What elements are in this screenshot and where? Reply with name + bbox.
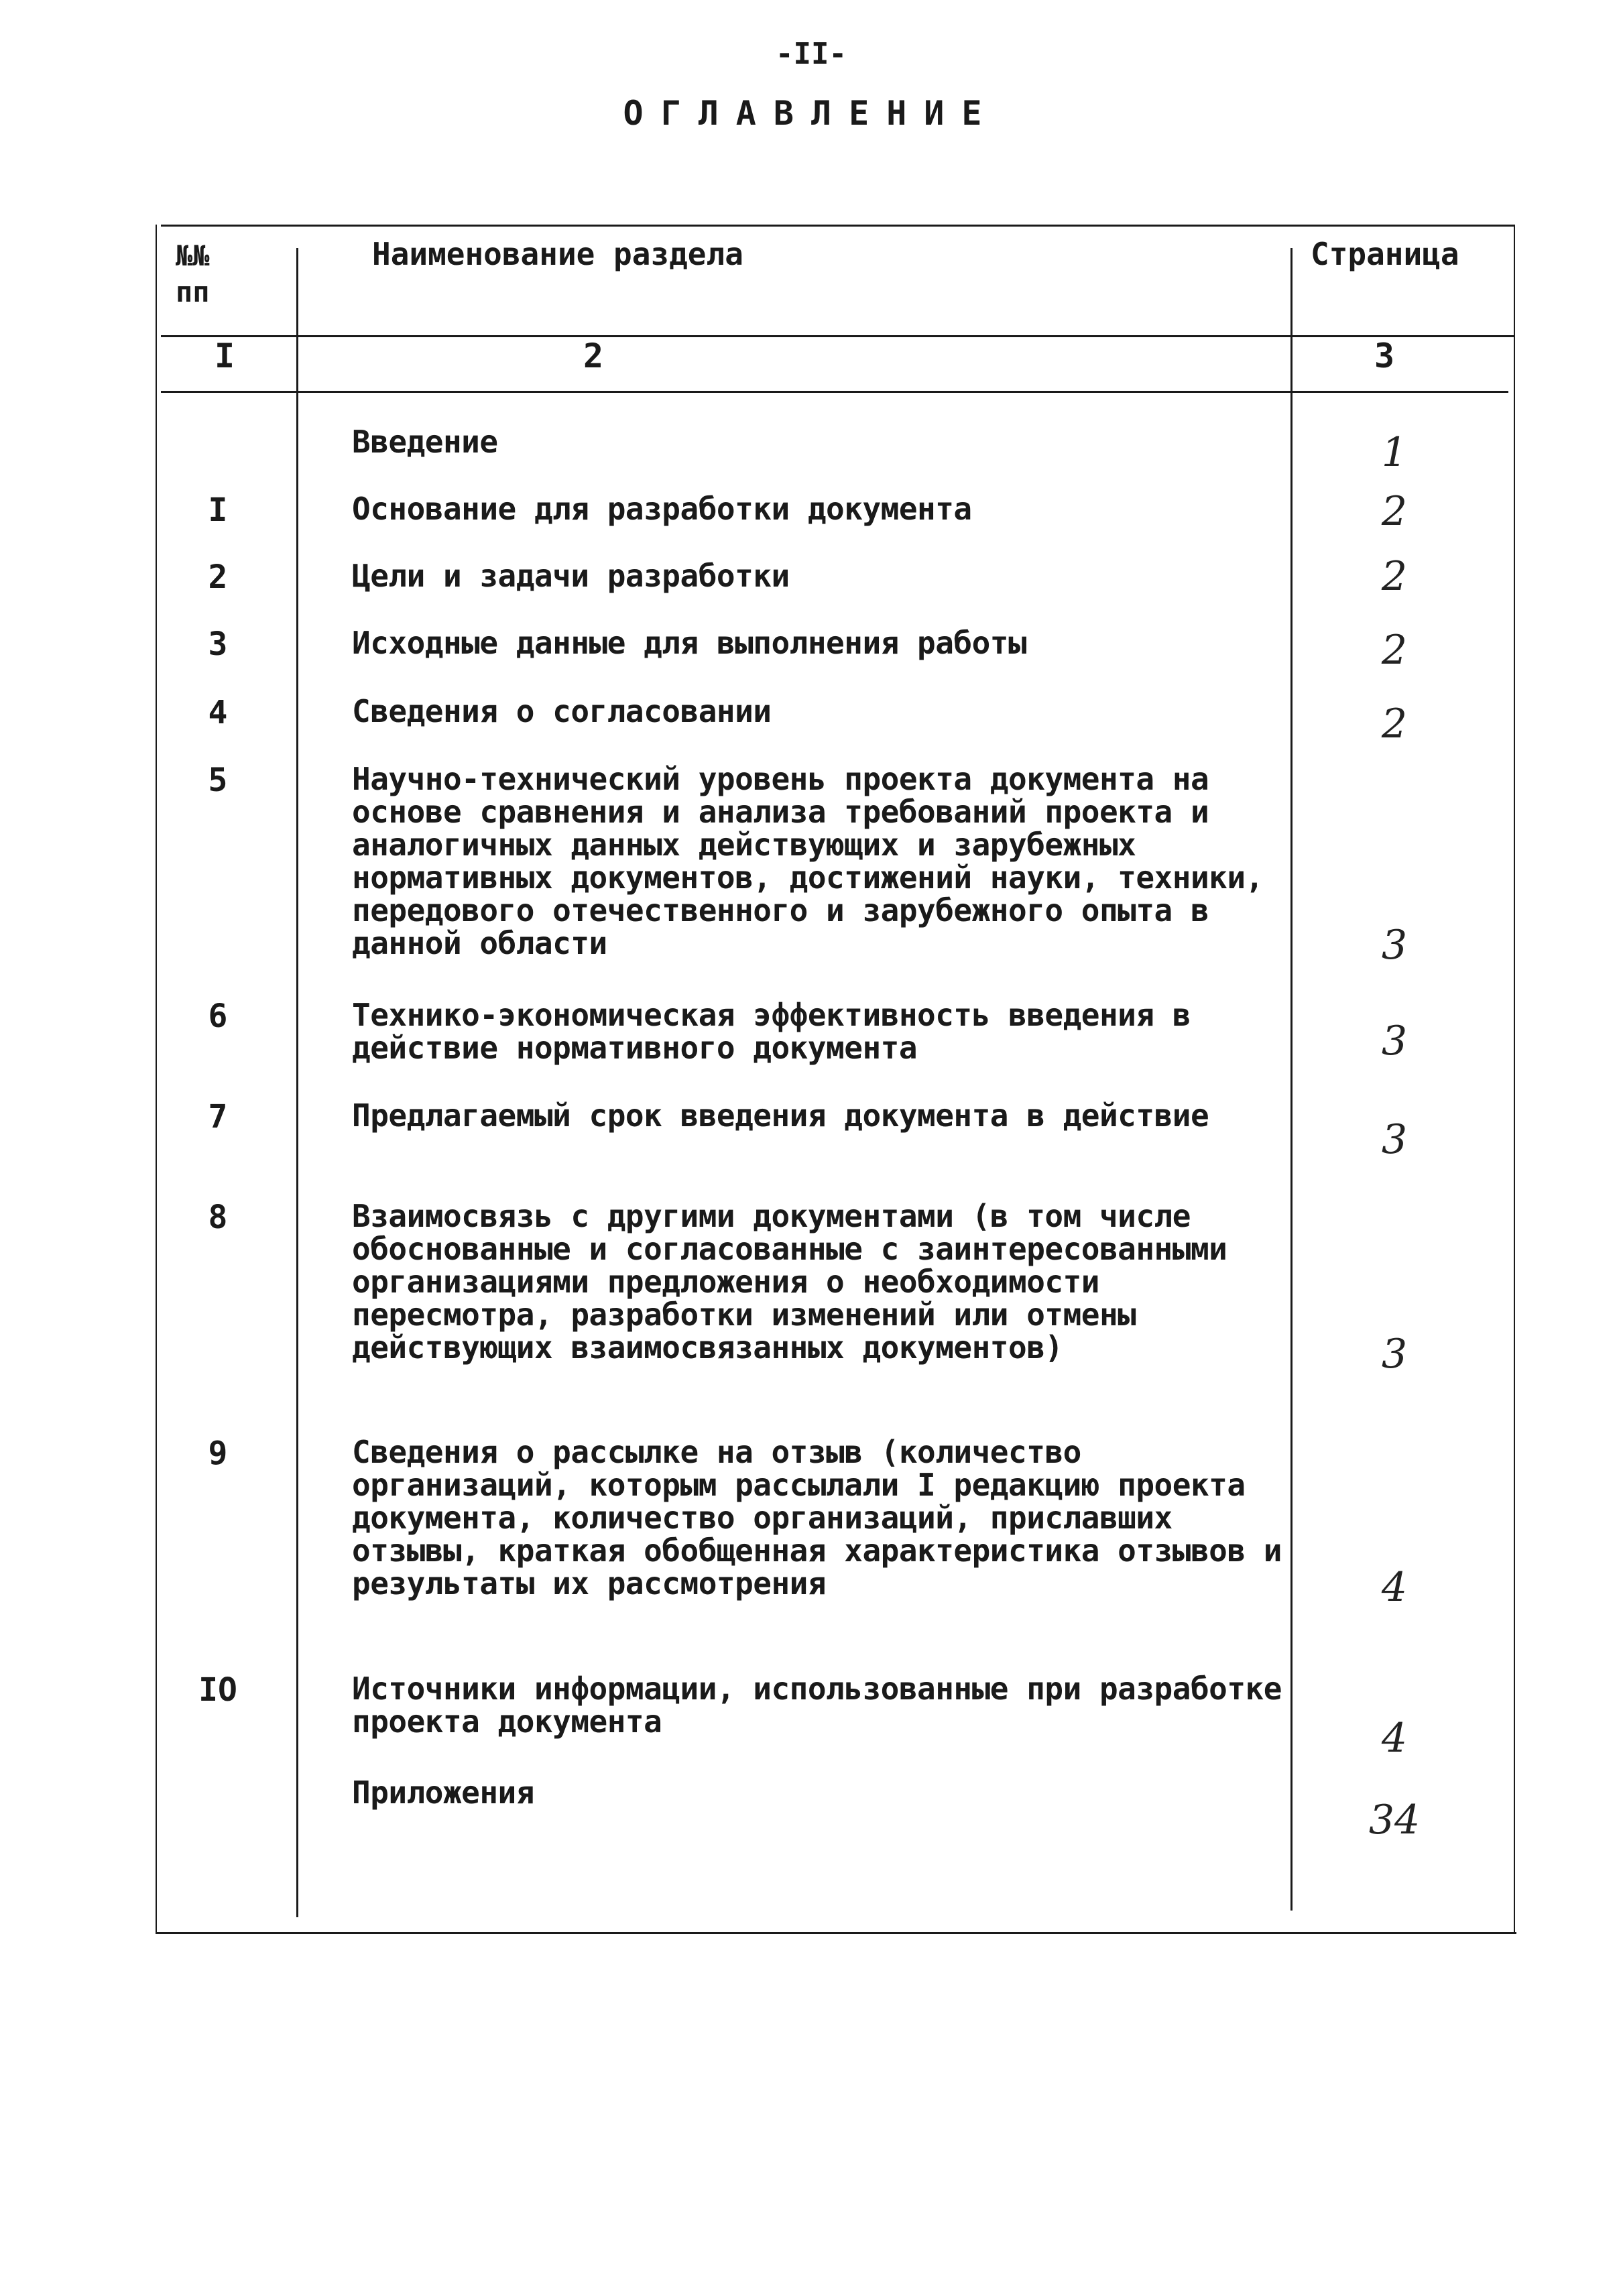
column-divider-1 <box>296 248 298 1917</box>
column-numbers-bottom-border <box>161 391 1508 393</box>
row-title: Источники информации, использованные при разработке проекта документа <box>352 1671 1282 1740</box>
column-number-1: I <box>214 337 235 375</box>
header-number: №№ пп <box>176 239 210 308</box>
row-number: IO <box>198 1671 237 1709</box>
row-page: 4 <box>1381 1715 1408 1762</box>
header-name: Наименование раздела <box>372 236 743 272</box>
row-page: 3 <box>1381 1116 1408 1163</box>
document-title: ОГЛАВЛЕНИЕ <box>623 94 1000 133</box>
row-page: 4 <box>1381 1564 1408 1611</box>
header-page: Страница <box>1311 236 1459 272</box>
row-number: 9 <box>208 1435 228 1472</box>
header-bottom-border <box>161 335 1515 337</box>
row-number: 8 <box>208 1199 228 1236</box>
column-divider-2 <box>1290 248 1293 1911</box>
row-title: Исходные данные для выполнения работы <box>352 625 1027 661</box>
row-page: 3 <box>1381 1331 1408 1378</box>
table-left-border <box>156 225 157 1934</box>
row-title: Технико-экономическая эффективность введения в действие нормативного документа <box>352 997 1191 1066</box>
table-bottom-border <box>156 1932 1516 1934</box>
table-top-border <box>161 225 1515 227</box>
row-page: 3 <box>1381 1018 1408 1065</box>
row-title: Введение <box>352 424 498 460</box>
row-number: 3 <box>208 625 228 663</box>
row-page: 2 <box>1381 488 1408 535</box>
row-number: 5 <box>208 762 228 799</box>
row-title: Сведения о согласовании <box>352 693 772 729</box>
row-page: 2 <box>1381 553 1408 600</box>
row-number: 6 <box>208 998 228 1035</box>
row-title: Сведения о рассылке на отзыв (количество организаций, которым рассылали I редакцию проекта документа, количество организаций, приславших отзывы, краткая обобщенная характеристика отзывов и результаты их рассмотрения <box>352 1434 1282 1602</box>
row-page: 2 <box>1381 701 1408 747</box>
row-page: 2 <box>1381 627 1408 674</box>
row-title: Научно-технический уровень проекта документа на основе сравнения и анализа требований проекта и аналогичных данных действующих и зарубежных нормативных документов, достижений науки, техники, передового отечественного и зарубежного опыта в данной области <box>352 761 1264 961</box>
table-right-border <box>1514 225 1515 1934</box>
row-number: 2 <box>208 558 228 596</box>
row-title: Приложения <box>352 1774 534 1811</box>
row-number: 4 <box>208 694 228 731</box>
row-page: 1 <box>1381 429 1408 476</box>
row-title: Основание для разработки документа <box>352 491 972 527</box>
row-page: 3 <box>1381 922 1408 969</box>
row-page: 34 <box>1368 1797 1421 1844</box>
row-number: I <box>208 491 228 529</box>
row-title: Предлагаемый срок введения документа в действие <box>352 1097 1209 1134</box>
column-number-3: 3 <box>1374 337 1395 375</box>
column-number-2: 2 <box>583 337 604 375</box>
row-title: Цели и задачи разработки <box>352 558 790 594</box>
row-number: 7 <box>208 1098 228 1136</box>
row-title: Взаимосвязь с другими документами (в том числе обоснованные и согласованные с заинтересованными организациями предложения о необходимости пересмотра, разработки изменений или отмены действующих взаимосвязанных документов) <box>352 1198 1227 1366</box>
page-number: -II- <box>776 37 847 71</box>
